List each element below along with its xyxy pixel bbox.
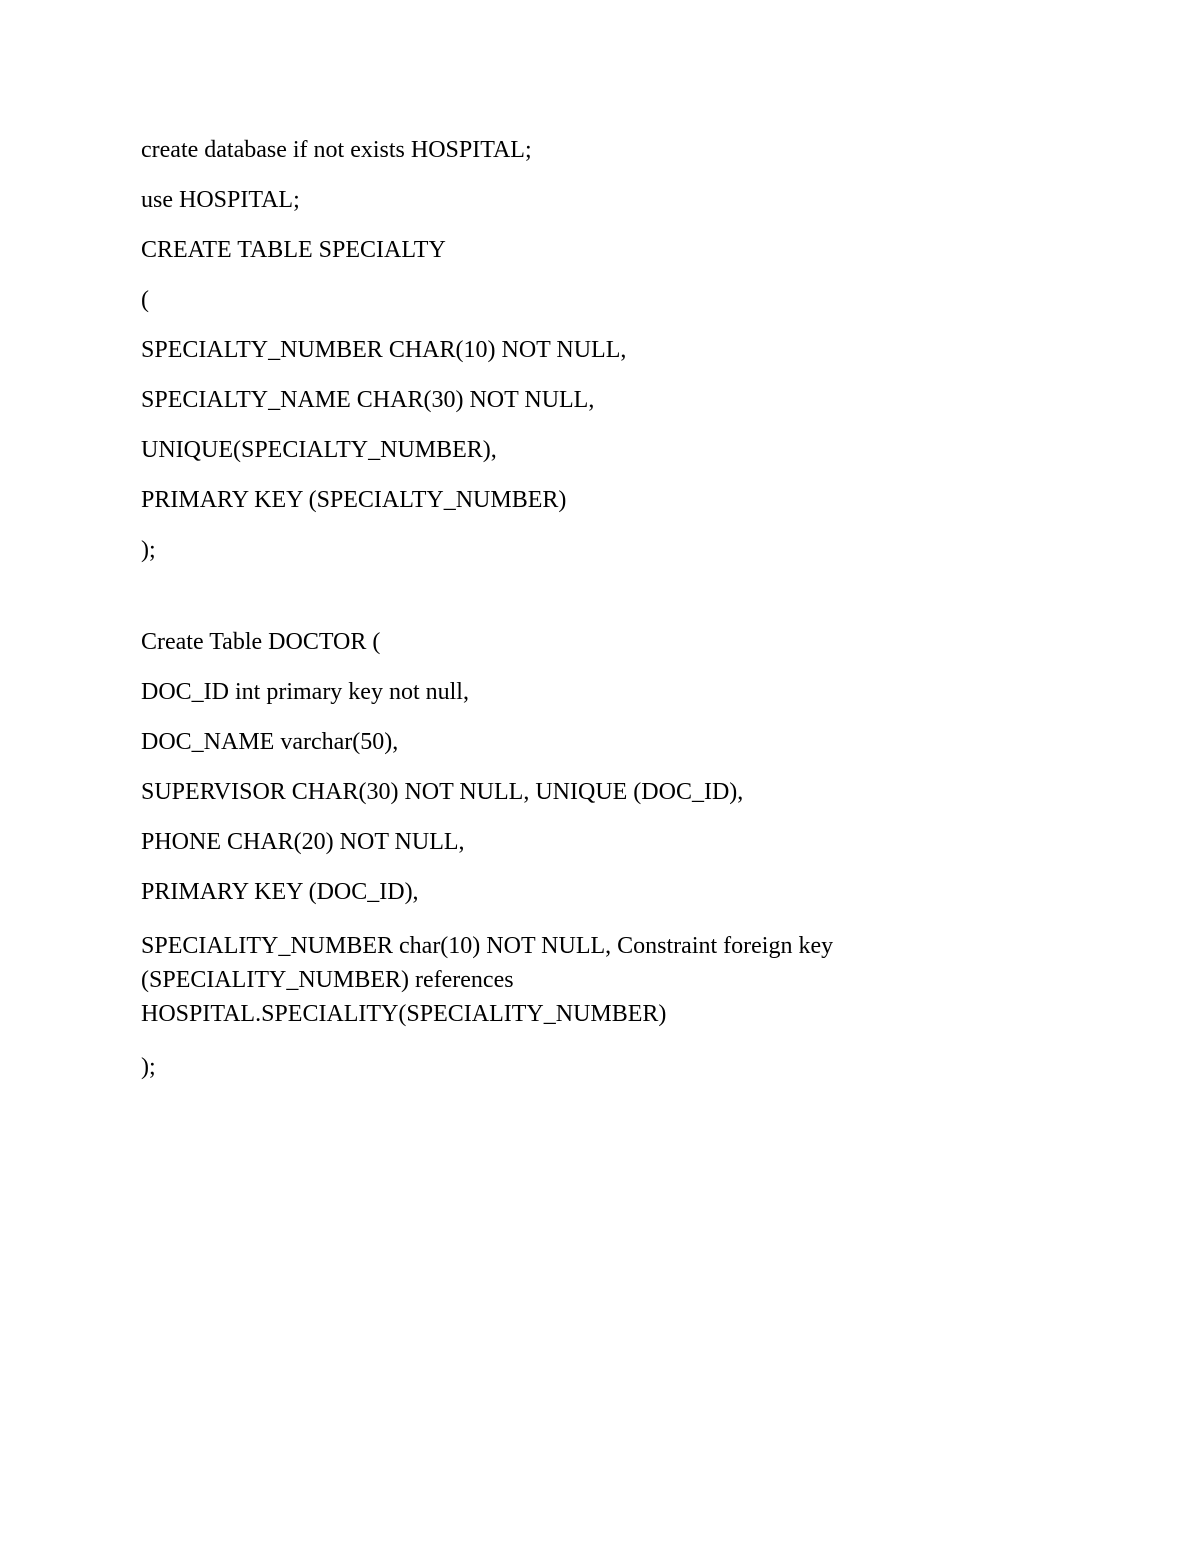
sql-line-supervisor: SUPERVISOR CHAR(30) NOT NULL, UNIQUE (DOC_ID),	[141, 779, 744, 805]
sql-fk-line-3: HOSPITAL.SPECIALITY(SPECIALITY_NUMBER)	[141, 1001, 667, 1027]
sql-text-body	[141, 137, 961, 1104]
sql-line-open-paren: (	[141, 287, 149, 313]
sql-line-doc-id: DOC_ID int primary key not null,	[141, 679, 469, 705]
sql-line-create-table-specialty: CREATE TABLE SPECIALTY	[141, 237, 446, 263]
sql-line-close-specialty: );	[141, 537, 156, 563]
sql-line-primary-key-specialty: PRIMARY KEY (SPECIALTY_NUMBER)	[141, 487, 567, 513]
block-spacer	[141, 587, 961, 629]
sql-line-specialty-name: SPECIALTY_NAME CHAR(30) NOT NULL,	[141, 387, 595, 413]
sql-line-specialty-number: SPECIALTY_NUMBER CHAR(10) NOT NULL,	[141, 337, 627, 363]
sql-line-primary-key-doctor: PRIMARY KEY (DOC_ID),	[141, 879, 419, 905]
sql-line-phone: PHONE CHAR(20) NOT NULL,	[141, 829, 465, 855]
sql-line-doc-name: DOC_NAME varchar(50),	[141, 729, 399, 755]
sql-line-unique-specialty-number: UNIQUE(SPECIALTY_NUMBER),	[141, 437, 497, 463]
sql-fk-line-2: (SPECIALITY_NUMBER) references	[141, 967, 514, 993]
sql-line-use-database: use HOSPITAL;	[141, 187, 300, 213]
sql-line-create-database: create database if not exists HOSPITAL;	[141, 137, 532, 163]
sql-fk-line-1: SPECIALITY_NUMBER char(10) NOT NULL, Constraint foreign key	[141, 933, 834, 959]
sql-line-close-doctor: );	[141, 1054, 156, 1080]
sql-line-speciality-foreign-key	[141, 929, 961, 1031]
sql-line-create-table-doctor: Create Table DOCTOR (	[141, 629, 381, 655]
